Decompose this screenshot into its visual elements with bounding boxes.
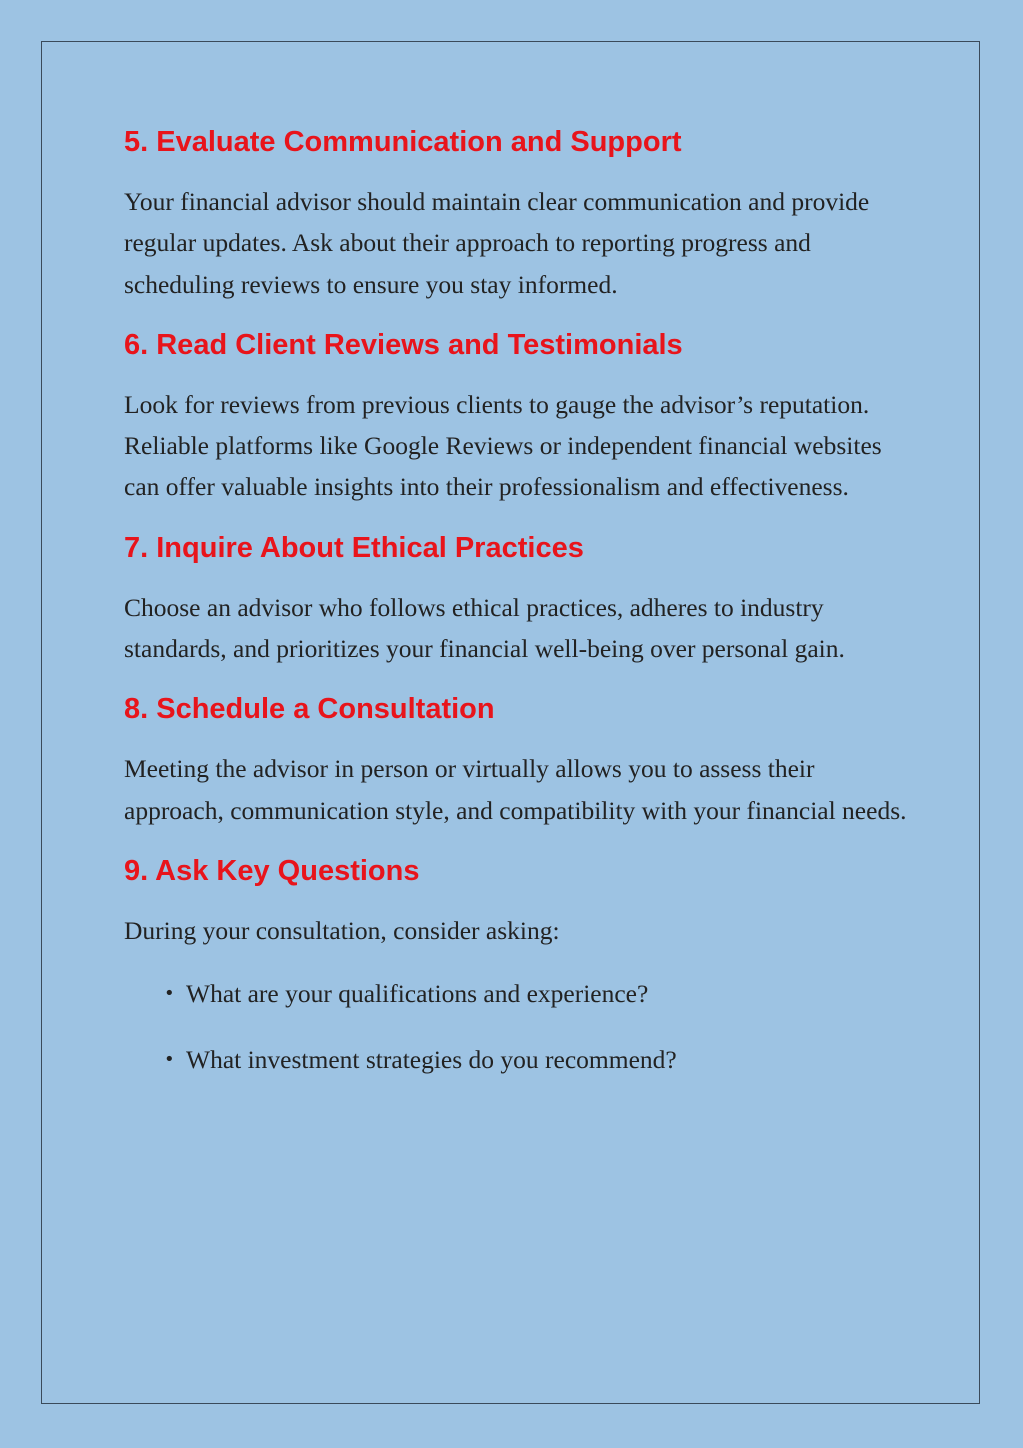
question-text: What are your qualifications and experience? bbox=[186, 979, 649, 1009]
list-item bbox=[124, 1039, 914, 1080]
section-schedule-consultation bbox=[124, 691, 914, 831]
section-heading: 9. Ask Key Questions bbox=[124, 854, 420, 887]
section-heading: 6. Read Client Reviews and Testimonials bbox=[124, 328, 683, 361]
list-item bbox=[124, 973, 914, 1014]
section-heading: 8. Schedule a Consultation bbox=[124, 693, 495, 726]
section-ethical-practices bbox=[124, 530, 914, 670]
section-heading: 7. Inquire About Ethical Practices bbox=[124, 531, 584, 564]
section-client-reviews bbox=[124, 327, 914, 508]
section-body: Look for reviews from previous clients to gauge the advisor’s reputation. Reliable platforms like Google Reviews or independent financial websites can offer valuable insights into their professionalism and effectiveness. bbox=[124, 389, 882, 502]
bullet-icon: • bbox=[164, 983, 175, 1005]
bullet-icon: • bbox=[164, 1048, 175, 1070]
section-key-questions bbox=[124, 853, 914, 1080]
section-communication-support bbox=[124, 124, 914, 305]
question-text: What investment strategies do you recommend? bbox=[186, 1044, 677, 1074]
section-body: Choose an advisor who follows ethical practices, adheres to industry standards, and prioritizes your financial well-being over personal gain. bbox=[124, 592, 845, 664]
question-list bbox=[124, 973, 914, 1080]
section-body: Your financial advisor should maintain clear communication and provide regular updates. Ask about their approach to reporting progress and scheduling reviews to ensure you stay informed. bbox=[124, 187, 870, 299]
document-content bbox=[124, 124, 914, 1104]
section-body: During your consultation, consider asking: bbox=[124, 915, 560, 945]
section-heading: 5. Evaluate Communication and Support bbox=[124, 126, 682, 158]
section-body: Meeting the advisor in person or virtually allows you to assess their approach, communication style, and compatibility with your financial needs. bbox=[124, 754, 907, 825]
